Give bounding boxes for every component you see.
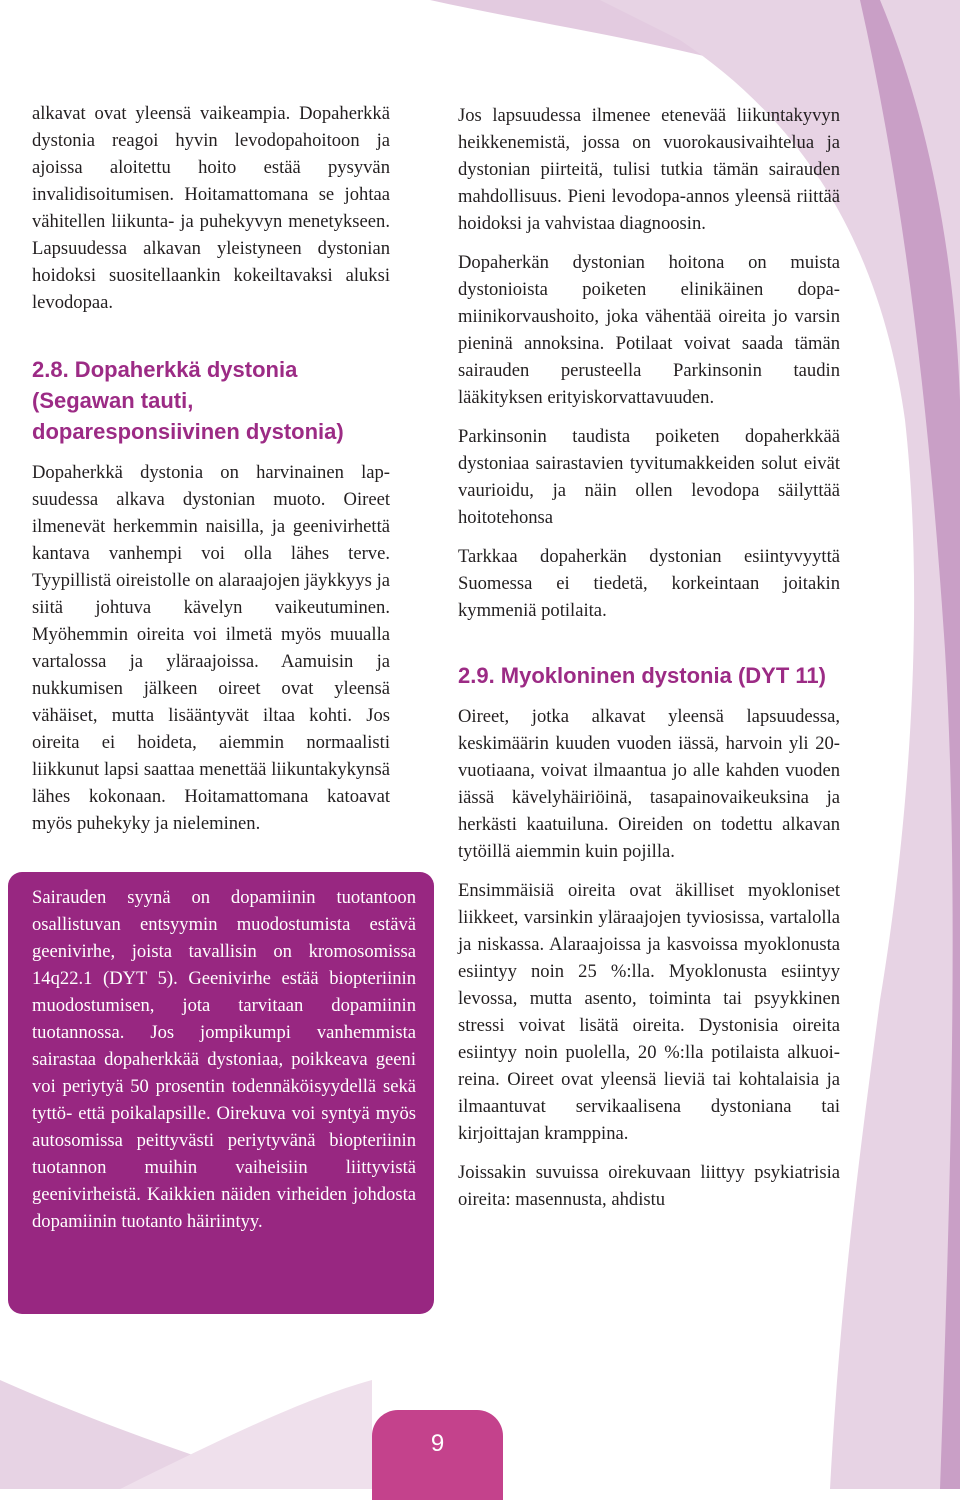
- paragraph: Parkinsonin taudista poiketen dopaherkkää dystoniaa sairastavien tyvitumakkeiden solut eivät vaurioidu, ja näin ollen levodopa säilyttää hoitotehonsa: [458, 426, 840, 528]
- section-heading-2-8: 2.8. Dopaherkkä dystonia (Segawan tauti, doparesponsiivinen dystonia): [32, 357, 344, 444]
- right-column: [458, 102, 840, 1225]
- swoosh-bottom-center: [120, 1380, 372, 1489]
- page-number-tab: [372, 1410, 503, 1500]
- page-number: 9: [430, 1430, 445, 1457]
- paragraph: Oireet, jotka alkavat yleensä lapsuudessa, keskimäärin kuuden vuoden iässä, harvoin yli 20-vuotiaana, voivat ilmaantua jo alle kahden vuoden iässä kävelyhäiriöinä, tasapainovaikeuksina ja herkästi kaatuiluna. Oireiden on todettu alkavan tytöillä aiemmin kuin pojilla.: [458, 706, 840, 862]
- highlight-box: [8, 872, 434, 1314]
- paragraph: alkavat ovat yleensä vaikeampia. Dopaherkkä dystonia reagoi hyvin levodopahoitoon ja ajoissa aloitettu hoito estää pysyvän invalidisoitumisen. Hoitamattomana se johtaa vähitellen liikunta- ja puhekyvyn menetykseen. Lapsuudessa alkavan yleistyneen dystonian hoidoksi suositellaankin kokeiltavaksi aluksi levodopaa.: [32, 103, 390, 313]
- section-heading-2-9: 2.9. Myokloninen dystonia (DYT 11): [458, 663, 826, 688]
- paragraph: Ensimmäisiä oireita ovat äkilliset myokloniset liikkeet, varsinkin yläraajojen tyviosissa, vartalolla ja niskassa. Alaraajoissa ja kasvoissa myoklonusta esiintyy noin 25 %:lla. Myoklonusta esiintyy levossa, mutta asento, toiminta tai psyykkinen stressi voivat lisätä oireita. Dystonisia oireita esiintyy noin puolella, 20 %:lla potilaista alkuoireina. Oireet ovat yleensä lieviä tai kohtalaisia ja ilmaantuvat servikaalisena dystoniana tai kirjoittajan kramppina.: [458, 880, 840, 1144]
- paragraph: Dopaherkkä dystonia on harvinainen lapsuudessa alkava dystonian muoto. Oireet ilmenevät herkemmin naisilla, ja geenivirhettä kantava vanhempi voi olla lähes terve. Tyypillistä oireistolle on alaraajojen jäykkyys ja siitä johtuva kävelyn vaikeutuminen. Myöhemmin oireita voi ilmetä myös muualla vartalossa ja yläraajoissa. Aamuisin ja nukkumisen jälkeen oireet ovat yleensä vähäiset, mutta lisääntyvät iltaa kohti. Jos oireita ei hoideta, aiemmin normaalisti liikkunut lapsi saattaa menettää liikuntakykynsä lähes kokonaan. Hoitamattomana katoavat myös puhekyky ja nieleminen.: [32, 462, 390, 834]
- left-column: [32, 100, 390, 849]
- paragraph: Joissakin suvuissa oirekuvaan liittyy psykiatrisia oireita: masennusta, ahdistu: [458, 1162, 840, 1210]
- highlight-box-text: Sairauden syynä on dopamiinin tuotantoon osallistuvan entsyymin muodostumista estävä geenivirhe, joista tavallisin on kromosomissa 14q22.1 (DYT 5). Geenivirhe estää biopteriinin muodostumisen, jota tarvitaan dopamiinin tuotannossa. Jos jompikumpi vanhemmista sairastaa dopaherkkää dystoniaa, poikkeava geeni voi periytyä 50 prosentin todennäköisyydellä sekä tyttö- että poikalapsille. Oirekuva voi syntyä myös autosomissa peittyvästi periytyvänä biopteriinin tuotannon muihin vaiheisiin liittyvistä geenivirheistä. Kaikkien näiden virheiden johdosta dopamiinin tuotanto häiriintyy.: [32, 887, 416, 1232]
- paragraph: Tarkkaa dopaherkän dystonian esiintyvyyttä Suomessa ei tiedetä, korkeintaan joitakin kymmeniä potilaita.: [458, 546, 840, 621]
- paragraph: Jos lapsuudessa ilmenee etenevää liikuntakyvyn heikkenemistä, jossa on vuorokausivaihtelua ja dystonian piirteitä, tulisi tutkia tämän sairauden mahdollisuus. Pieni levodopa-annos yleensä riittää hoidoksi ja vahvistaa diagnoosin.: [458, 105, 840, 234]
- paragraph: Dopaherkän dystonian hoitona on muista dystonioista poiketen elinikäinen dopamiinikorvaushoito, joka vähentää oireita jo varsin pieninä annoksina. Potilaat voivat saada tämän sairauden perusteella Parkinsonin taudin lääkityksen erityiskorvattavuuden.: [458, 252, 840, 408]
